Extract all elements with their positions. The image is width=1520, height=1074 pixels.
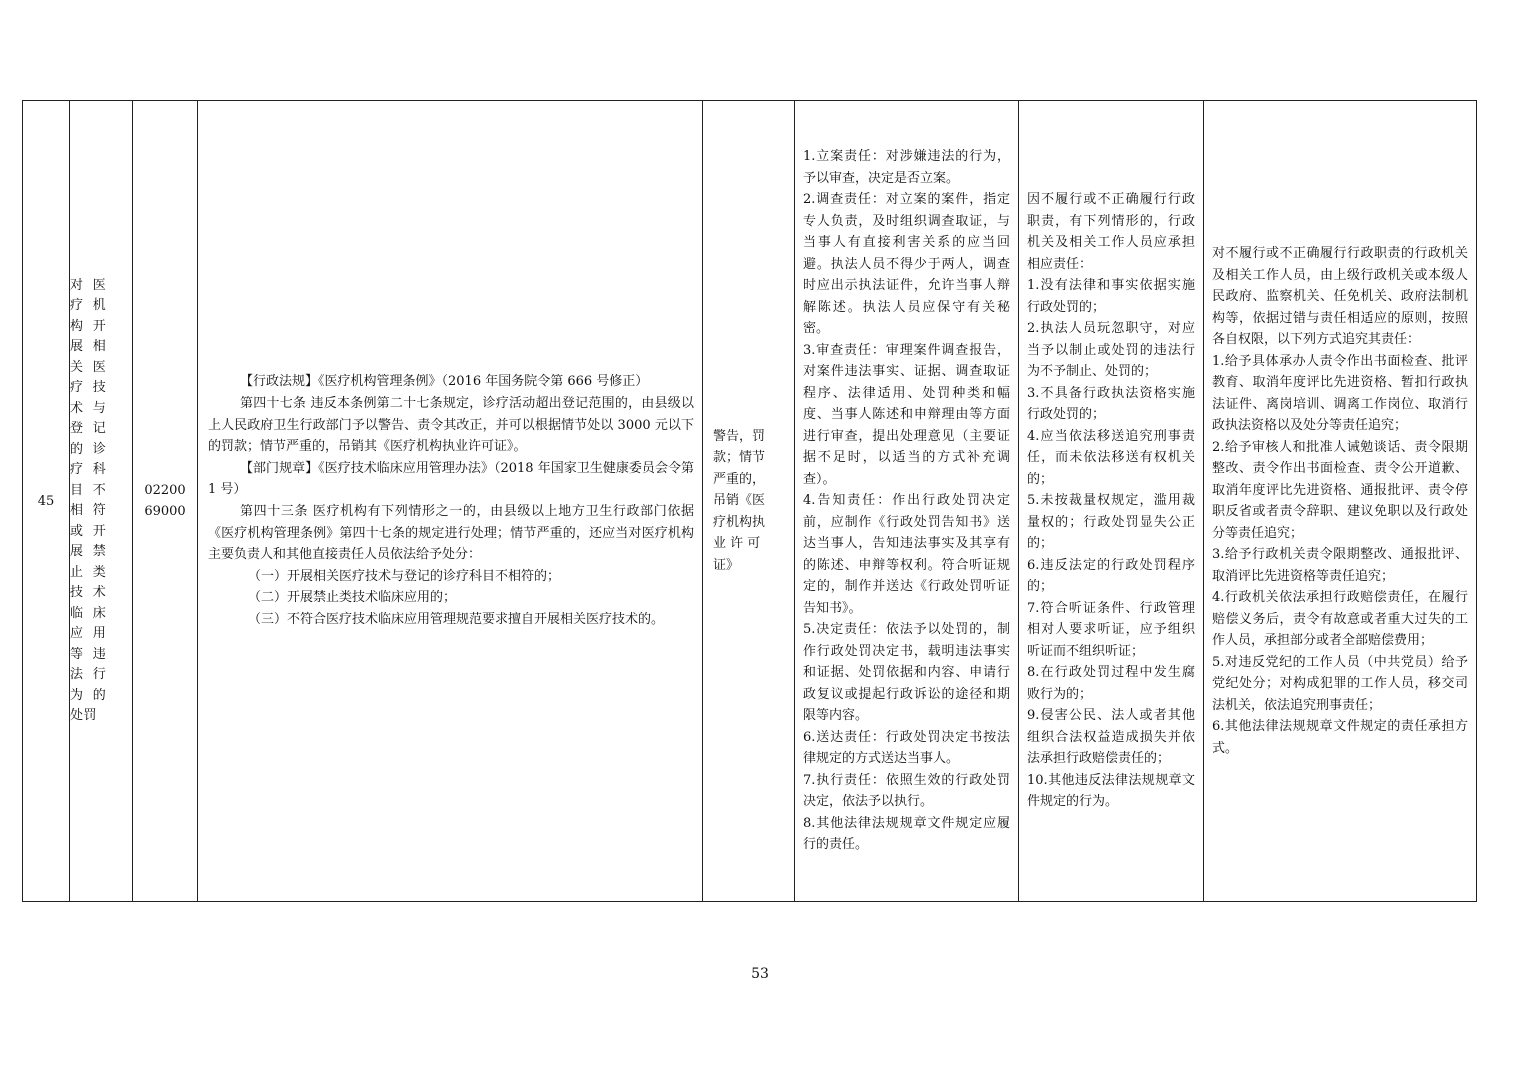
item-name xyxy=(70,276,132,727)
list-item: 10.其他违反法律法规规章文件规定的行为。 xyxy=(1027,772,1195,810)
item-name-line: 法 行 xyxy=(70,667,107,682)
legal-basis-paragraph: 【行政法规】《医疗机构管理条例》（2016 年国务院令第 666 号修正） xyxy=(240,374,649,390)
list-item: 5.对违反党纪的工作人员（中共党员）给予党纪处分；对构成犯罪的工作人员，移交司法机关，依法追究刑事责任； xyxy=(1212,654,1468,713)
item-name-line: 展 相 xyxy=(70,339,107,354)
accountability-cell xyxy=(1019,101,1204,902)
pursuit-list xyxy=(1212,243,1468,759)
item-name-line: 疗 机 xyxy=(70,298,107,313)
penalty-line: 疗机构执 xyxy=(713,514,766,530)
legal-basis-paragraph: 第四十三条 医疗机构有下列情形之一的，由县级以上地方卫生行政部门依据《医疗机构管理条例》第四十七条的规定进行处理；情节严重的，还应当对医疗机构主要负责人和其他直接责任人员依法给予处分： xyxy=(208,504,694,563)
penalty-cell xyxy=(703,101,795,902)
list-item: 5.未按裁量权规定，滥用裁量权的；行政处罚显失公正的； xyxy=(1027,493,1195,552)
table-row xyxy=(23,101,1477,902)
list-item: 2.调查责任：对立案的案件，指定专人负责，及时组织调查取证，与当事人有直接利害关系的应当回避。执法人员不得少于两人，调查时应出示执法证件，允许当事人辩解陈述。执法人员应保守有关秘密。 xyxy=(803,192,1010,337)
list-item: 3.不具备行政执法资格实施行政处罚的； xyxy=(1027,385,1195,423)
item-name-line: 疗 科 xyxy=(70,462,107,477)
list-item: 3.给予行政机关责令限期整改、通报批评、取消评比先进资格等责任追究； xyxy=(1212,547,1468,584)
item-name-line: 目 不 xyxy=(70,482,107,498)
item-code xyxy=(133,480,197,522)
item-name-line: 技 术 xyxy=(70,585,107,600)
item-name-line: 术 与 xyxy=(70,400,107,416)
item-name-line: 关 医 xyxy=(70,359,107,375)
row-number: 45 xyxy=(23,101,70,902)
accountability-list xyxy=(1027,189,1195,813)
responsibility-cell xyxy=(795,101,1019,902)
list-item: 7.执行责任：依照生效的行政处罚决定，依法予以执行。 xyxy=(803,772,1010,810)
item-code-line: 69000 xyxy=(144,504,186,519)
page-number: 53 xyxy=(751,966,769,982)
list-item: 9.侵害公民、法人或者其他组织合法权益造成损失并依法承担行政赔偿责任的； xyxy=(1027,708,1195,767)
list-item: 4.告知责任：作出行政处罚决定前，应制作《行政处罚告知书》送达当事人，告知违法事实及其享有的陈述、申辩等权利。符合听证规定的，制作并送达《行政处罚听证告知书》。 xyxy=(803,493,1010,616)
power-list-table xyxy=(22,100,1477,902)
item-name-line: 展 禁 xyxy=(70,544,107,559)
item-name-line: 临 床 xyxy=(70,605,107,621)
item-name-cell xyxy=(70,101,133,902)
list-item: 6.送达责任：行政处罚决定书按法律规定的方式送达当事人。 xyxy=(803,729,1010,767)
penalty-type xyxy=(713,426,784,577)
list-item: 4.应当依法移送追究刑事责任，而未依法移送有权机关的； xyxy=(1027,428,1195,487)
item-name-line: 止 类 xyxy=(70,564,107,580)
item-name-line: 的 诊 xyxy=(70,441,107,457)
list-item: 6.其他法律法规规章文件规定的责任承担方式。 xyxy=(1212,719,1468,756)
item-name-line: 疗 技 xyxy=(70,380,107,395)
item-name-line: 或 开 xyxy=(70,523,107,539)
item-code-line: 02200 xyxy=(144,483,186,498)
list-item: 7.符合听证条件、行政管理相对人要求听证，应予组织听证而不组织听证； xyxy=(1027,600,1195,659)
item-name-line: 相 符 xyxy=(70,503,107,518)
legal-basis-paragraph: 第四十七条 违反本条例第二十七条规定，诊疗活动超出登记范围的，由县级以上人民政府卫生行政部门予以警告、责令其改正，并可以根据情节处以 3000 元以下的罚款；情节严重的，吊销其《医疗机构执业许可证》。 xyxy=(208,396,694,455)
legal-basis-paragraph: 【部门规章】《医疗技术临床应用管理办法》（2018 年国家卫生健康委员会令第 1 号） xyxy=(208,460,694,498)
legal-basis xyxy=(208,371,694,630)
list-item: 因不履行或不正确履行行政职责，有下列情形的，行政机关及相关工作人员应承担相应责任： xyxy=(1027,192,1195,272)
penalty-line: 严重的， xyxy=(713,471,766,487)
item-name-line: 对 医 xyxy=(70,277,107,293)
item-name-line: 构 开 xyxy=(70,318,107,334)
penalty-line: 警告，罚 xyxy=(713,428,766,444)
legal-basis-cell xyxy=(198,101,703,902)
list-item: 1.给予具体承办人责令作出书面检查、批评教育、取消年度评比先进资格、暂扣行政执法证件、离岗培训、调离工作岗位、取消行政执法资格以及处分等责任追究； xyxy=(1212,353,1468,433)
legal-basis-paragraph: （三）不符合医疗技术临床应用管理规范要求擅自开展相关医疗技术的。 xyxy=(248,611,665,627)
list-item: 1.没有法律和事实依据实施行政处罚的； xyxy=(1027,278,1195,315)
list-item: 2.给予审核人和批准人诫勉谈话、责令限期整改、责令作出书面检查、责令公开道歉、取消年度评比先进资格、通报批评、责令停职反省或者责令辞职、建议免职以及行政处分等责任追究； xyxy=(1212,439,1468,541)
responsibility-list xyxy=(803,146,1010,856)
penalty-line: 吊销《医 xyxy=(713,493,766,509)
list-item: 8.在行政处罚过程中发生腐败行为的； xyxy=(1027,665,1195,702)
list-item: 3.审查责任：审理案件调查报告，对案件违法事实、证据、调查取证程序、法律适用、处罚种类和幅度、当事人陈述和申辩理由等方面进行审查，提出处理意见（主要证据不足时，以适当的方式补充调查）。 xyxy=(803,342,1010,487)
legal-basis-paragraph: （一）开展相关医疗技术与登记的诊疗科目不相符的； xyxy=(248,568,561,584)
list-item: 8.其他法律法规规章文件规定应履行的责任。 xyxy=(803,815,1010,853)
item-name-line: 登 记 xyxy=(70,421,107,436)
list-item: 6.违反法定的行政处罚程序的； xyxy=(1027,557,1195,595)
penalty-line: 证》 xyxy=(713,557,740,573)
penalty-line: 款；情节 xyxy=(713,450,766,466)
item-name-line: 等 违 xyxy=(70,646,107,662)
item-name-line: 为 的 xyxy=(70,687,107,703)
item-name-line: 处罚 xyxy=(70,708,98,723)
list-item: 4.行政机关依法承担行政赔偿责任，在履行赔偿义务后，责令有故意或者重大过失的工作人员，承担部分或者全部赔偿费用； xyxy=(1212,590,1468,648)
item-name-line: 应 用 xyxy=(70,626,107,641)
list-item: 2.执法人员玩忽职守，对应当予以制止或处罚的违法行为不予制止、处罚的； xyxy=(1027,321,1195,380)
pursuit-cell xyxy=(1204,101,1477,902)
list-item: 5.决定责任：依法予以处罚的，制作行政处罚决定书，载明违法事实和证据、处罚依据和内容、申请行政复议或提起行政诉讼的途径和期限等内容。 xyxy=(803,622,1010,724)
list-item: 1.立案责任：对涉嫌违法的行为，予以审查，决定是否立案。 xyxy=(803,149,1010,186)
legal-basis-paragraph: （二）开展禁止类技术临床应用的； xyxy=(248,590,457,606)
item-code-cell xyxy=(133,101,198,902)
list-item: 对不履行或不正确履行行政职责的行政机关及相关工作人员，由上级行政机关或本级人民政府、监察机关、任免机关、政府法制机构等，依据过错与责任相适应的原则，按照各自权限，以下列方式追究其责任： xyxy=(1212,246,1468,347)
penalty-line: 业 许 可 xyxy=(713,536,761,552)
